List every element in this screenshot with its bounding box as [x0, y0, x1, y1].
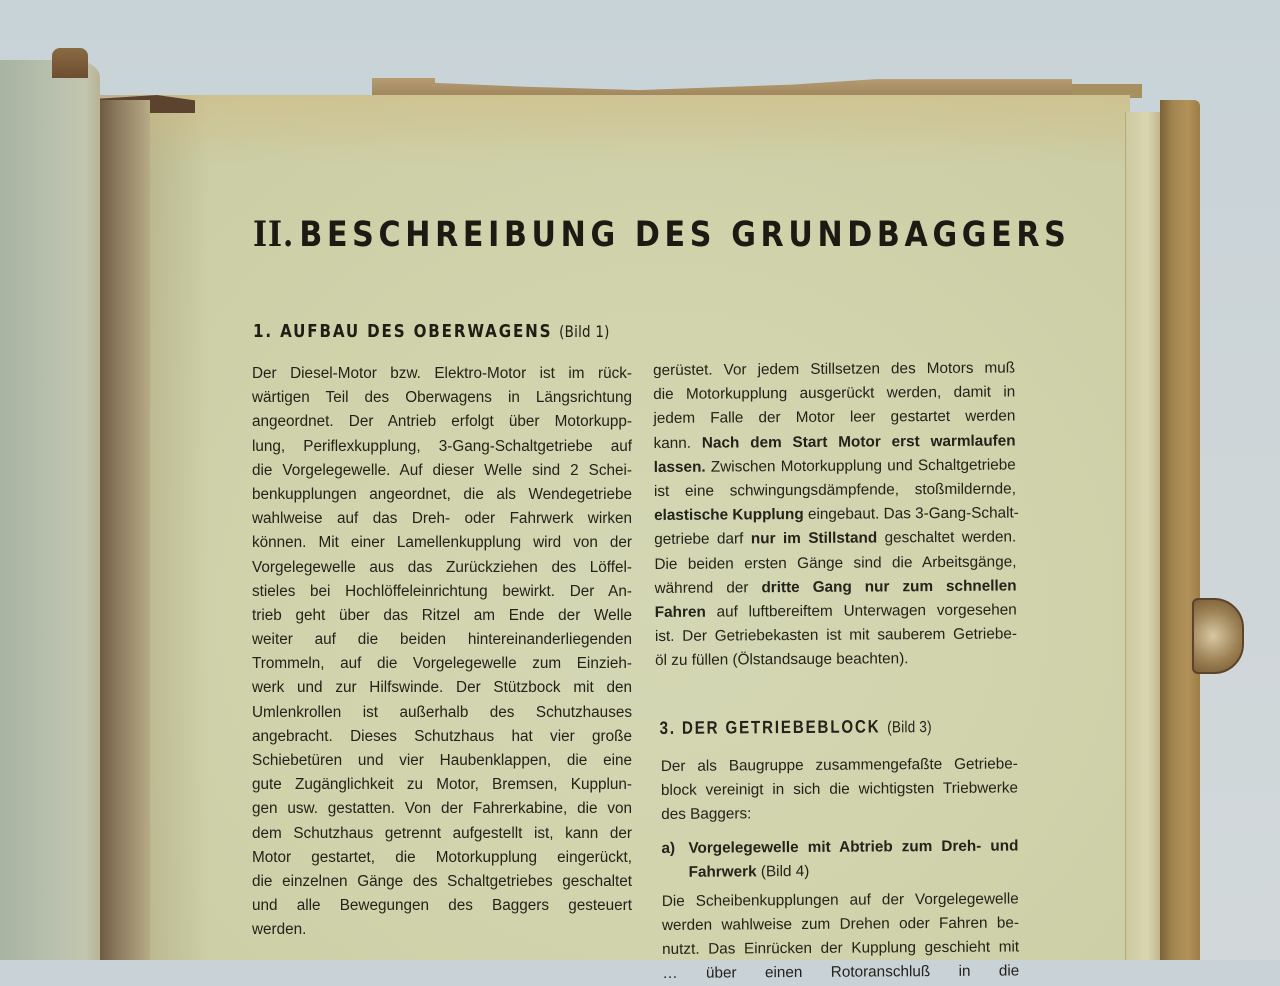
emphasis-text: dritte Gang nur zum schnellen — [761, 577, 1017, 596]
text-run: geschaltet werden. — [877, 528, 1017, 547]
text-line: die Vorgelegewelle. Auf dieser Welle sind 2 Schei- — [252, 461, 632, 479]
text-line — [655, 574, 1017, 601]
text-line: benkupplungen angeordnet, die als Wendegetriebe — [252, 485, 632, 503]
text-run: jedem Falle der Motor leer gestartet werden — [653, 407, 1016, 428]
section-1-paragraph — [252, 362, 632, 943]
subsection-a-line-1 — [661, 835, 1019, 861]
text-run: öl zu füllen (Ölstandsauge beachten). — [655, 650, 909, 670]
text-line: gute Zugänglichkeit zu Motor, Bremsen, Kupplun- — [252, 776, 632, 794]
text-line: Trommeln, auf die Vorgelegewelle zum Einzieh- — [252, 655, 632, 673]
text-line: stieles bei Hochlöffeleinrichtung bewirkt. Der An- — [252, 582, 632, 600]
text-line — [655, 623, 1017, 650]
text-line: angebracht. Dieses Schutzhaus hat vier große — [252, 727, 632, 745]
section-1-figure-ref: (Bild 1) — [559, 322, 610, 341]
text-line — [653, 356, 1015, 383]
text-run: kann. — [653, 434, 702, 452]
emphasis-text: Fahren — [654, 603, 706, 621]
text-line — [654, 453, 1016, 480]
section-3-heading-text: 3. DER GETRIEBEBLOCK — [659, 716, 881, 739]
text-line — [653, 381, 1015, 408]
emphasis-text: lassen. — [653, 458, 706, 476]
text-run: Zwischen Motorkupplung und Schaltgetriebe — [705, 456, 1016, 476]
text-line: wärtigen Teil des Oberwagens in Längsrichtung — [252, 389, 632, 407]
left-column — [252, 362, 632, 943]
text-line: nutzt. Das Einrücken der Kupplung geschieht mit — [662, 938, 1020, 958]
text-line: Motor gestartet, die Motorkupplung eingerückt, — [252, 848, 632, 866]
text-run: ist eine schwingungsdämpfende, stoßmildernde, — [653, 480, 1016, 500]
chapter-title-text: BESCHREIBUNG DES GRUNDBAGGERS — [299, 215, 1071, 255]
subsection-a-figure-ref: (Bild 4) — [760, 863, 810, 881]
text-run: gerüstet. Vor jedem Stillsetzen des Motors muß — [653, 359, 1016, 379]
text-run: getriebe darf — [654, 530, 751, 549]
text-line: gen usw. gestatten. Von der Fahrerkabine, die von — [252, 800, 632, 818]
text-line — [655, 647, 1017, 674]
chapter-title — [253, 214, 1071, 255]
right-column — [653, 356, 1019, 986]
text-line: Vorgelegewelle aus das Zurückziehen des Löffel- — [252, 558, 632, 576]
text-run: während der — [654, 578, 762, 597]
text-line: angeordnet. Der Antrieb erfolgt über Motorkupp- — [252, 413, 632, 431]
section-3-heading — [659, 714, 960, 742]
section-2-continued-paragraph — [653, 356, 1017, 673]
text-line — [654, 502, 1019, 529]
text-line — [654, 477, 1016, 504]
text-line: und alle Bewegungen des Baggers gesteuert — [252, 897, 632, 915]
emphasis-text: Nach dem Start Motor erst warmlaufen — [701, 432, 1016, 452]
text-line: des Baggers: — [661, 805, 752, 823]
text-line — [653, 405, 1015, 432]
text-line: block vereinigt in sich die wichtigsten Triebwerke — [660, 779, 1019, 799]
text-line: Schiebetüren und vier Haubenklappen, die eine — [252, 752, 632, 769]
text-line: weiter auf die beiden hintereinanderliegenden — [252, 631, 632, 649]
text-line: Der Diesel-Motor bzw. Elektro-Motor ist im rück- — [252, 365, 632, 382]
text-line: … über einen Rotoranschluß in die — [662, 962, 1020, 983]
section-3-figure-ref: (Bild 3) — [887, 719, 932, 737]
section-1-heading-text: 1. AUFBAU DES OBERWAGENS — [253, 321, 553, 342]
subsection-a-title-cont: Fahrwerk — [688, 863, 757, 882]
text-line — [654, 550, 1016, 577]
text-line: wahlweise auf das Dreh- oder Fahrwerk wirken — [252, 510, 632, 528]
chapter-numeral: II. — [253, 214, 295, 255]
text-run: die Motorkupplung ausgerückt werden, damit in — [653, 383, 1016, 404]
text-line: werden wahlweise zum Drehen oder Fahren be- — [661, 914, 1020, 934]
text-line: können. Mit einer Lamellenkupplung wird von der — [252, 534, 632, 552]
text-line: die einzelnen Gänge des Schaltgetriebes geschaltet — [252, 872, 632, 890]
text-line — [655, 598, 1017, 625]
text-line: lung, Periflexkupplung, 3-Gang-Schaltgetriebe auf — [252, 437, 632, 455]
text-line: dem Schutzhaus getrennt aufgestellt ist, kann der — [252, 824, 632, 842]
text-run: ist. Der Getriebekasten ist mit sauberem Getriebe- — [654, 625, 1017, 646]
subsection-a-title: Vorgelegewelle mit Abtrieb zum Dreh- und — [688, 837, 1019, 857]
text-run: Die beiden ersten Gänge sind die Arbeitsgänge, — [654, 552, 1017, 573]
text-run: auf luftbereiftem Unterwagen vorgesehen — [705, 601, 1017, 621]
text-line — [654, 429, 1016, 456]
emphasis-text: elastische Kupplung — [654, 506, 804, 525]
text-line — [654, 526, 1016, 553]
subsection-a-label: a) — [661, 840, 676, 858]
emphasis-text: nur im Stillstand — [750, 529, 878, 548]
text-line: Umlenkrollen ist außerhalb des Schutzhauses — [252, 703, 632, 721]
text-line: werden. — [252, 921, 307, 939]
text-line: Der als Baugruppe zusammengefaßte Getriebe- — [660, 755, 1018, 775]
text-line: werk und zur Hilfswinde. Der Stützbock mit den — [252, 679, 632, 697]
section-3-intro — [656, 752, 1018, 827]
subsection-a-line-2 — [689, 859, 1019, 885]
text-line: trieb geht über das Ritzel am Ende der Welle — [252, 606, 632, 624]
subsection-a-paragraph — [657, 887, 1020, 986]
text-line: Die Scheibenkupplungen auf der Vorgelegewelle — [661, 890, 1019, 910]
section-1-heading — [253, 321, 610, 342]
subsection-a-heading — [656, 835, 1018, 886]
text-run: eingebaut. Das 3-Gang-Schalt- — [803, 504, 1019, 524]
